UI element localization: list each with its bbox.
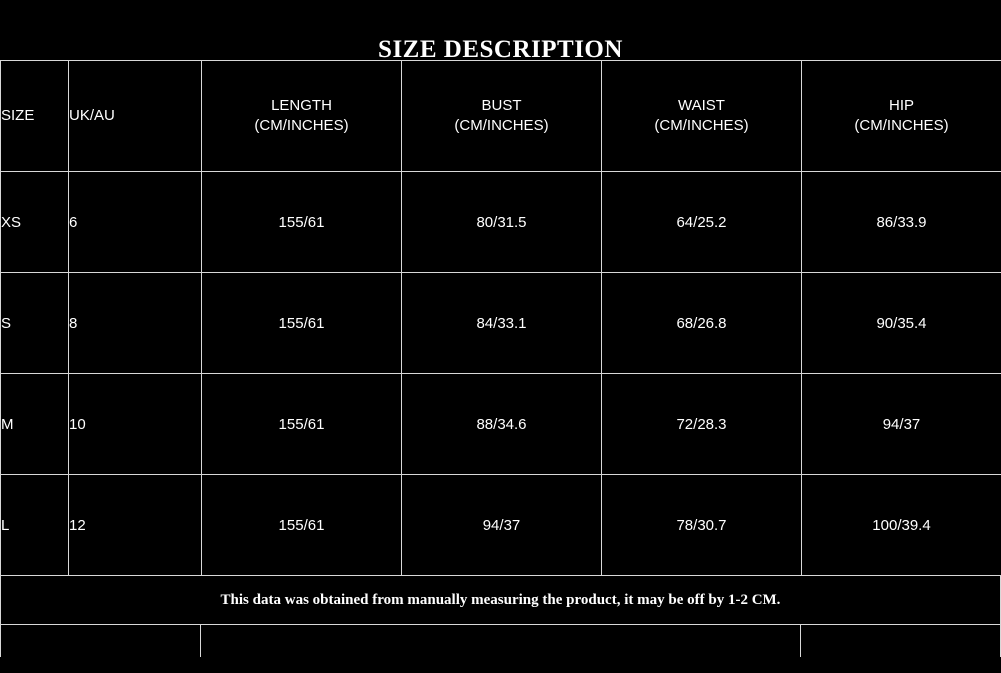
cell-size: XS [1,172,69,273]
table-header-row [1,61,1001,172]
cell-hip: 100/39.4 [802,475,1001,576]
column-header-size [1,61,69,172]
cell-bust: 88/34.6 [402,374,602,475]
cell-length: 155/61 [202,273,402,374]
column-header-hip-units: (CM/INCHES) [854,117,949,134]
cell-bust: 80/31.5 [402,172,602,273]
cell-uk-au: 8 [69,273,202,374]
cell-waist: 72/28.3 [602,374,802,475]
bottom-strip-divider-1 [200,625,201,657]
table-bottom-strip [0,624,1001,657]
cell-size: M [1,374,69,475]
cell-size: S [1,273,69,374]
column-header-length [202,61,402,172]
column-header-bust [402,61,602,172]
cell-hip: 90/35.4 [802,273,1001,374]
table-row [1,475,1001,576]
column-header-uk-au-label: UK/AU [69,106,115,124]
column-header-uk-au [69,61,202,172]
column-header-hip-label: HIP [888,96,914,114]
column-header-hip [802,61,1001,172]
cell-length: 155/61 [202,172,402,273]
table-row [1,374,1001,475]
column-header-waist-label: WAIST [678,96,725,114]
cell-length: 155/61 [202,475,402,576]
cell-bust: 94/37 [402,475,602,576]
cell-waist: 68/26.8 [602,273,802,374]
column-header-bust-label: BUST [481,96,522,114]
cell-bust: 84/33.1 [402,273,602,374]
bottom-strip-divider-2 [800,625,801,657]
cell-length: 155/61 [202,374,402,475]
table-row [1,273,1001,374]
table-row [1,172,1001,273]
cell-waist: 64/25.2 [602,172,802,273]
measurement-disclaimer: This data was obtained from manually measuring the product, it may be off by 1-2 CM. [0,576,1001,624]
cell-hip: 94/37 [802,374,1001,475]
column-header-length-units: (CM/INCHES) [254,117,349,134]
cell-uk-au: 10 [69,374,202,475]
column-header-size-label: SIZE [1,106,35,124]
cell-uk-au: 6 [69,172,202,273]
cell-hip: 86/33.9 [802,172,1001,273]
bottom-strip-left-border [0,625,1,657]
page-title: SIZE DESCRIPTION [378,36,623,63]
column-header-length-label: LENGTH [271,96,332,114]
column-header-waist [602,61,802,172]
column-header-bust-units: (CM/INCHES) [454,117,549,134]
column-header-waist-units: (CM/INCHES) [654,117,749,134]
size-description-table [0,60,1001,576]
cell-uk-au: 12 [69,475,202,576]
cell-size: L [1,475,69,576]
cell-waist: 78/30.7 [602,475,802,576]
